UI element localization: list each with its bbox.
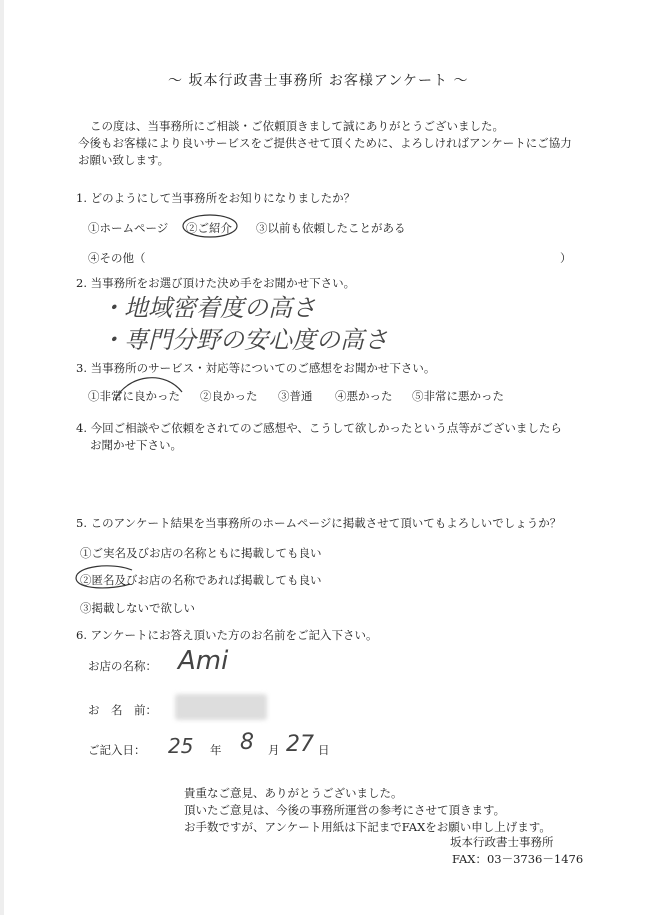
q2-handwritten-answer-2: ・専門分野の安心度の高さ — [100, 326, 388, 354]
intro-line-2: 今後もお客様により良いサービスをご提供させて頂くために、よろしければアンケートにご協力 — [78, 136, 572, 150]
office-fax: FAX：03－3736－1476 — [452, 852, 584, 866]
q5-question — [76, 515, 561, 531]
q1-question — [76, 190, 355, 206]
closing-line-2: 頂いたご意見は、今後の事務所運営の参考にさせて頂きます。 — [184, 803, 506, 817]
q1-option-3[interactable]: ③以前も依頼したことがある — [256, 221, 406, 235]
q3-option-1[interactable]: ①非常に良かった — [88, 389, 180, 403]
scan-edge — [0, 0, 4, 915]
intro-line-1: この度は、当事務所にご相談・ご依頼頂きまして誠にありがとうございました。 — [90, 119, 504, 133]
q6-text: アンケートにお答え頂いた方のお名前をご記入下さい。 — [90, 628, 378, 642]
q4-question — [76, 420, 562, 436]
q1-text: どのようにして当事務所をお知りになりましたか？ — [90, 191, 356, 205]
date-month-value: 8 — [240, 730, 254, 755]
q5-selection-circle — [72, 564, 136, 592]
q1-selection-circle — [180, 212, 240, 240]
q1-option-other-close: ） — [560, 251, 572, 265]
name-label: お 名 前： — [88, 703, 157, 717]
q5-number: 5. — [76, 516, 87, 530]
q3-option-4[interactable]: ④悪かった — [335, 389, 393, 403]
date-day-value: 27 — [286, 732, 314, 757]
q5-option-2[interactable]: ②匿名及びお店の名称であれば掲載しても良い — [80, 573, 322, 587]
q1-number: 1. — [76, 191, 87, 205]
date-year-unit: 年 — [210, 743, 222, 757]
closing-line-3: お手数ですが、アンケート用紙は下記までFAXをお願い申し上げます。 — [184, 820, 551, 834]
q3-option-3[interactable]: ③普通 — [278, 389, 313, 403]
q4-number: 4. — [76, 421, 87, 435]
q3-number: 3. — [76, 361, 87, 375]
q3-option-5[interactable]: ⑤非常に悪かった — [412, 389, 504, 403]
office-name: 坂本行政書士事務所 — [450, 835, 554, 849]
survey-title: 〜 坂本行政書士事務所 お客様アンケート 〜 — [168, 73, 469, 89]
date-day-unit: 日 — [318, 743, 330, 757]
q2-handwritten-answer-1: ・地域密着度の高さ — [100, 294, 316, 322]
q1-option-1[interactable]: ①ホームページ — [88, 221, 169, 235]
q3-text: 当事務所のサービス・対応等についてのご感想をお聞かせ下さい。 — [90, 361, 436, 375]
q5-option-1[interactable]: ①ご実名及びお店の名称ともに掲載しても良い — [80, 546, 322, 560]
intro-line-3: お願い致します。 — [78, 153, 170, 167]
date-month-unit: 月 — [268, 743, 280, 757]
shop-name-value: Ami — [178, 646, 229, 676]
date-year-value: 25 — [168, 734, 194, 758]
q5-option-3[interactable]: ③掲載しないで欲しい — [80, 601, 195, 615]
q4-text-line-2: お聞かせ下さい。 — [90, 438, 182, 452]
date-label: ご記入日： — [88, 743, 146, 757]
q1-option-other[interactable]: ④その他（ — [88, 251, 146, 265]
q2-number: 2. — [76, 276, 87, 290]
q5-text: このアンケート結果を当事務所のホームページに掲載させて頂いてもよろしいでしょうか？ — [90, 516, 562, 530]
closing-line-1: 貴重なご意見、ありがとうございました。 — [184, 786, 403, 800]
q4-text: 今回ご相談やご依頼をされてのご感想や、こうして欲しかったという点等がございましたら — [90, 421, 562, 435]
q3-option-2[interactable]: ②良かった — [200, 389, 258, 403]
q1-option-2[interactable]: ②ご紹介 — [186, 221, 232, 235]
q3-selection-mark — [110, 372, 190, 406]
shop-name-label: お店の名称： — [88, 659, 157, 673]
q6-question — [76, 627, 377, 643]
q6-number: 6. — [76, 628, 87, 642]
redacted-name — [175, 694, 267, 720]
q2-text: 当事務所をお選び頂けた決め手をお聞かせ下さい。 — [90, 276, 356, 290]
